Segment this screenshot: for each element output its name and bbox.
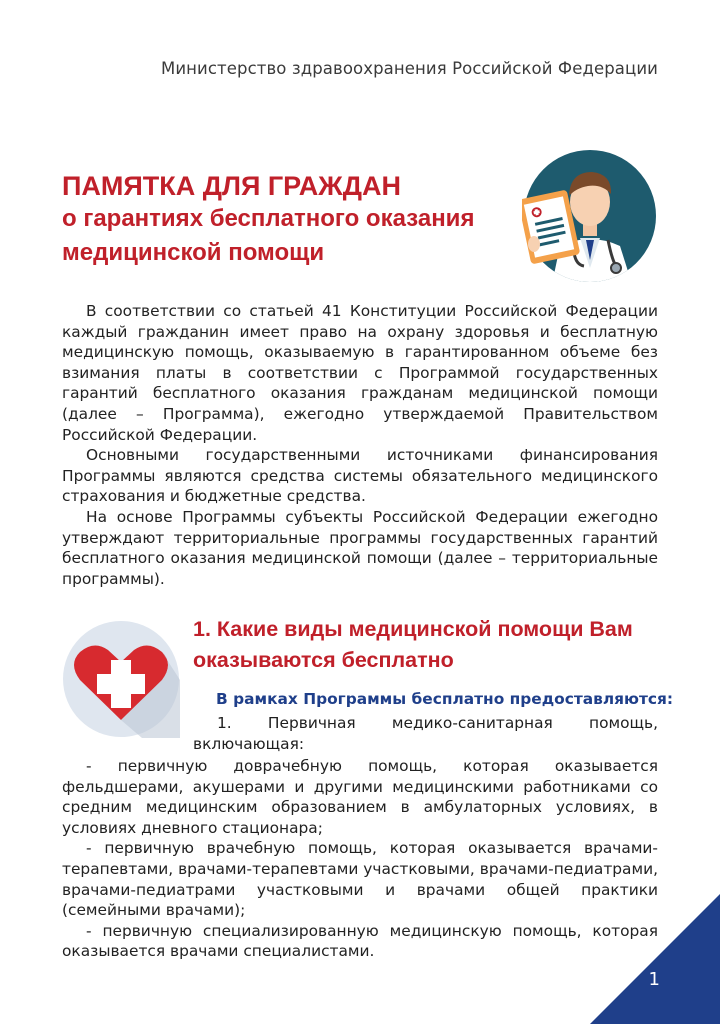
bullet-1: - первичную доврачебную помощь, которая оказывается фельдшерами, акушерами и другими медицинскими работниками со средним медицинским образованием в амбулаторных условиях, в условиях дневного стационара;: [62, 757, 658, 837]
corner-decoration: [590, 894, 720, 1024]
bullet-2: - первичную врачебную помощь, которая оказывается врачами-терапевтами, врачами-терапевтами участковыми, врачами-педиатрами, врачами-педиатрами участковыми и врачами общей практики (семейными врачами);: [62, 839, 658, 920]
section1-bullets: [62, 756, 658, 962]
intro-paragraph-3: На основе Программы субъекты Российской Федерации ежегодно утверждают территориальные программы государственных гарантий бесплатного оказания медицинской помощи (далее – территориальные программы).: [62, 507, 658, 588]
page-title: [62, 170, 512, 270]
heart-cross-icon: [62, 620, 180, 738]
section1-title-line1: 1. Какие виды медицинской помощи Вам: [193, 617, 633, 641]
section1-title: [193, 614, 663, 676]
title-line1: ПАМЯТКА ДЛЯ ГРАЖДАН: [62, 171, 401, 201]
section1-title-line2: оказываются бесплатно: [193, 648, 454, 672]
page-number: 1: [648, 969, 660, 990]
title-line3: медицинской помощи: [62, 239, 325, 266]
section1-subtitle: В рамках Программы бесплатно предоставляются:: [216, 690, 674, 708]
intro-paragraph-2: Основными государственными источниками финансирования Программы являются средства системы обязательного медицинского страхования и бюджетные средства.: [62, 446, 658, 506]
bullet-3: - первичную специализированную медицинскую помощь, которая оказывается врачами специалистами.: [62, 921, 658, 961]
doctor-icon: [522, 148, 658, 284]
intro-paragraph-1: В соответствии со статьей 41 Конституции Российской Федерации каждый гражданин имеет право на охрану здоровья и бесплатную медицинскую помощь, оказываемую в гарантированном объеме без взимания платы в соответствии с Программой государственных гарантий бесплатного оказания гражданам медицинской помощи (далее – Программа), ежегодно утверждаемой Правительством Российской Федерации.: [62, 302, 658, 444]
item1-text: 1. Первичная медико-санитарная помощь, включающая:: [193, 714, 658, 753]
intro-text: [62, 301, 658, 589]
ministry-header: Министерство здравоохранения Российской Федерации: [161, 59, 658, 78]
title-line2: о гарантиях бесплатного оказания: [62, 205, 475, 232]
section1-item1: [193, 713, 658, 754]
